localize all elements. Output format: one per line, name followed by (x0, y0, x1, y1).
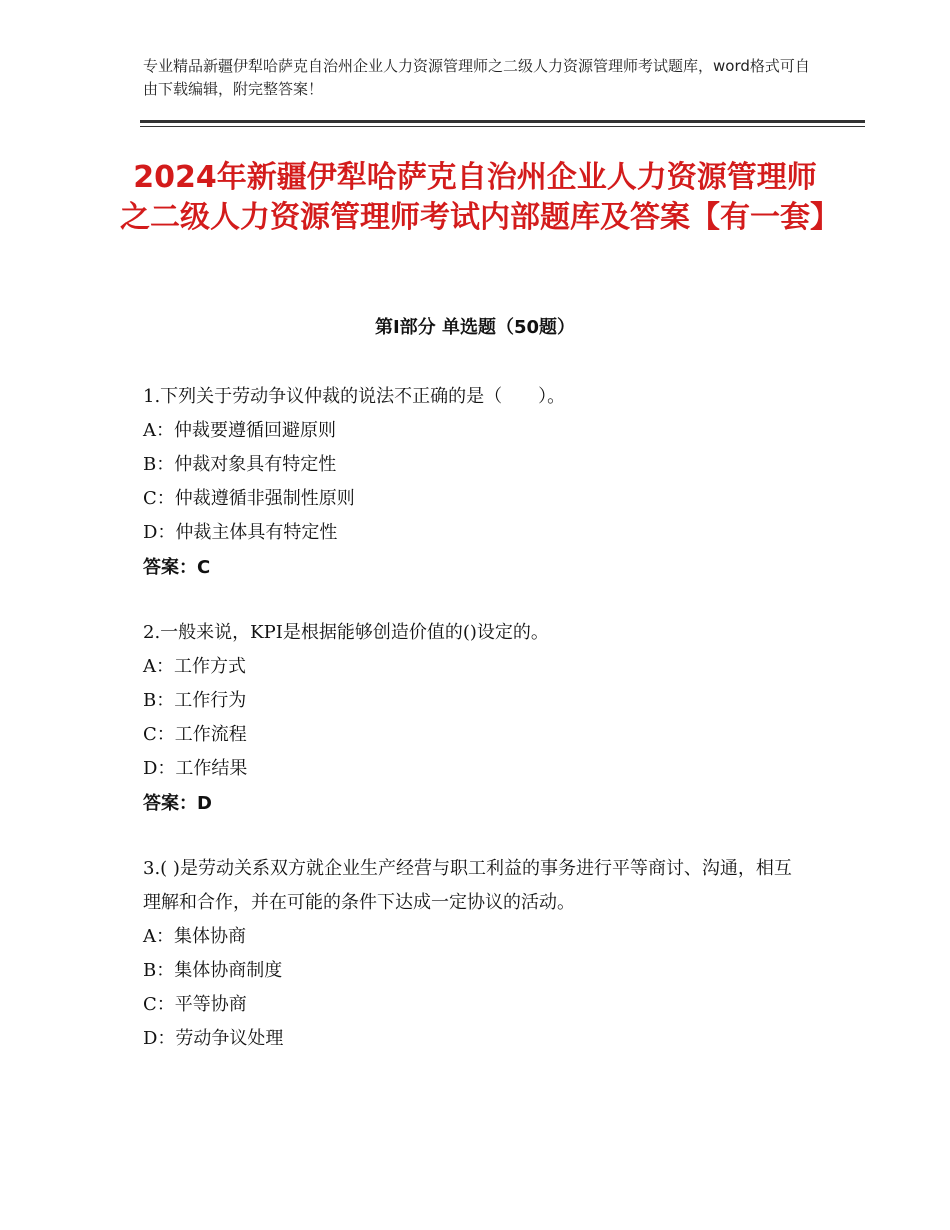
answer-label: 答案：C (143, 557, 211, 578)
option-c: C：工作流程 (143, 724, 247, 745)
option-c: C：仲裁遵循非强制性原则 (143, 488, 355, 509)
document-title: 2024年新疆伊犁哈萨克自治州企业人力资源管理师之二级人力资源管理师考试内部题库及答案【有一套】 (120, 160, 840, 235)
header-divider-thick (140, 120, 865, 123)
header-note: 专业精品新疆伊犁哈萨克自治州企业人力资源管理师之二级人力资源管理师考试题库，word格式可自由下载编辑，附完整答案！ (143, 57, 810, 98)
option-d: D：劳动争议处理 (143, 1028, 284, 1049)
question-item (143, 852, 807, 1056)
answer-label: 答案：D (143, 793, 212, 814)
option-b: B：工作行为 (143, 690, 247, 711)
question-item (143, 380, 807, 586)
option-b: B：集体协商制度 (143, 960, 283, 981)
option-a: A：集体协商 (143, 926, 246, 947)
option-b: B：仲裁对象具有特定性 (143, 454, 337, 475)
question-stem: 3.( )是劳动关系双方就企业生产经营与职工利益的事务进行平等商讨、沟通，相互理解和合作，并在可能的条件下达成一定协议的活动。 (143, 858, 792, 913)
section-title: 第Ⅰ部分 单选题（50题） (374, 317, 575, 338)
header-divider-thin (140, 126, 865, 127)
option-a: A：工作方式 (143, 656, 246, 677)
question-stem: 2.一般来说，KPI是根据能够创造价值的()设定的。 (143, 622, 549, 643)
option-c: C：平等协商 (143, 994, 247, 1015)
question-stem: 1.下列关于劳动争议仲裁的说法不正确的是（ ）。 (143, 386, 566, 407)
option-a: A：仲裁要遵循回避原则 (143, 420, 336, 441)
option-d: D：工作结果 (143, 758, 248, 779)
question-list (143, 380, 807, 1086)
option-d: D：仲裁主体具有特定性 (143, 522, 338, 543)
question-item (143, 616, 807, 822)
